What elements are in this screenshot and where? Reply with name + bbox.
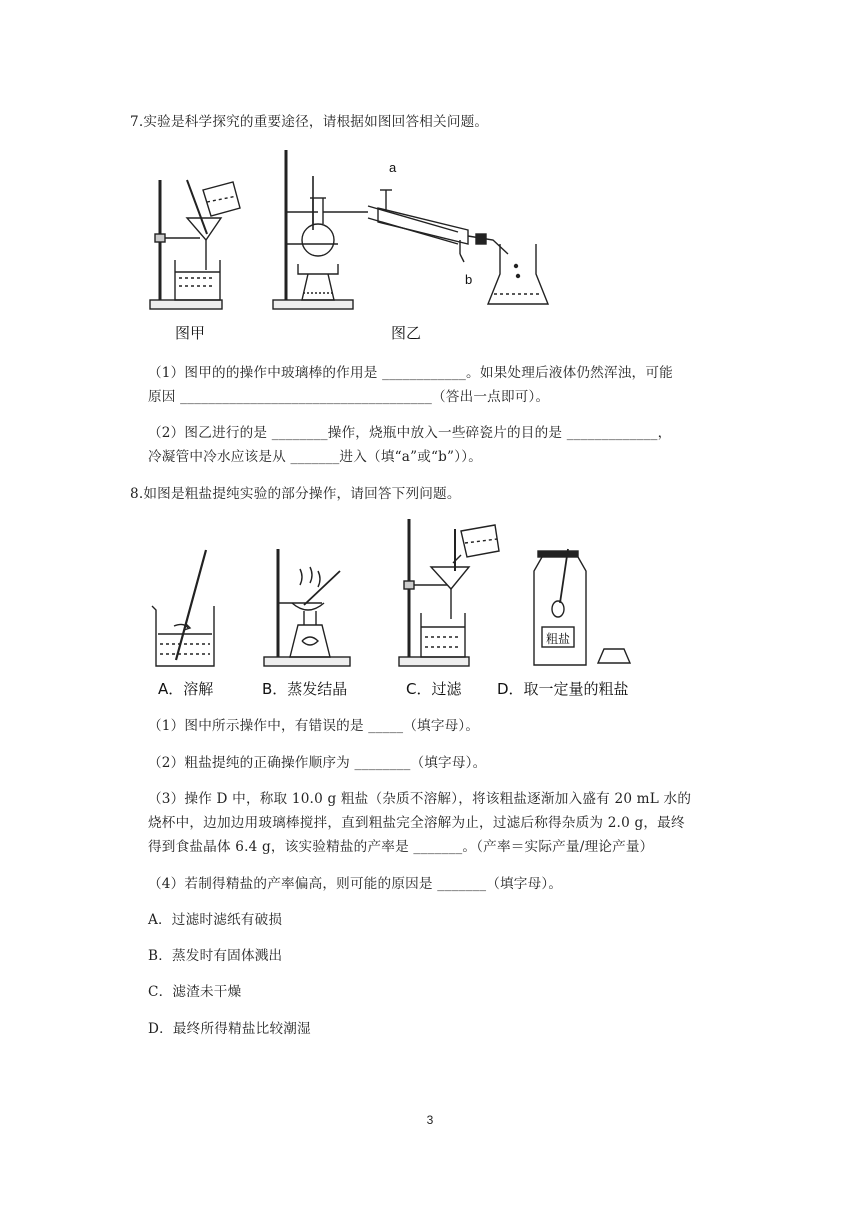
caption-a: A．溶解 xyxy=(158,680,214,698)
option-d: D．最终所得精盐比较潮湿 xyxy=(148,1021,311,1037)
q8-sub1: （1）图中所示操作中，有错误的是 _____（填字母）。 xyxy=(148,718,480,734)
caption-c: C．过滤 xyxy=(406,680,462,698)
option-a: A．过滤时滤纸有破损 xyxy=(148,912,283,928)
q7-part2-line2: 冷凝管中冷水应该是从 _______进入（填“a”或“b”））。 xyxy=(148,449,482,465)
figure-b-evaporation xyxy=(260,545,360,670)
q7-part2-line1: （2）图乙进行的是 ________操作，烧瓶中放入一些碎瓷片的目的是 _____________， xyxy=(148,425,672,441)
figure-c-filtration xyxy=(395,515,510,670)
caption-b: B．蒸发结晶 xyxy=(262,680,348,698)
figure-jia-filtration xyxy=(145,150,255,320)
page-number: 3 xyxy=(426,1113,434,1127)
figure-jia-caption: 图甲 xyxy=(175,324,206,342)
option-b: B．蒸发时有固体溅出 xyxy=(148,948,283,964)
label-b: b xyxy=(465,272,473,287)
figure-a-dissolving xyxy=(150,548,220,673)
q8-sub4: （4）若制得精盐的产率偏高，则可能的原因是 _______（填字母）。 xyxy=(148,876,563,892)
q8-sub3-line3: 得到食盐晶体 6.4 g，该实验精盐的产率是 _______。（产率＝实际产量/理论产量） xyxy=(148,839,654,855)
q8-sub3-line1: （3）操作 D 中，称取 10.0 g 粗盐（杂质不溶解），将该粗盐逐渐加入盛有 20 mL 水的 xyxy=(148,791,692,807)
q8-stem: 8.如图是粗盐提纯实验的部分操作，请回答下列问题。 xyxy=(130,486,461,502)
q7-part1-line1: （1）图甲的的操作中玻璃棒的作用是 ____________。如果处理后液体仍然浑浊，可能 xyxy=(148,365,673,381)
q8-sub2: （2）粗盐提纯的正确操作顺序为 ________（填字母）。 xyxy=(148,755,487,771)
label-a: a xyxy=(389,160,397,175)
figure-yi-caption: 图乙 xyxy=(391,324,422,342)
figure-d-take-salt xyxy=(520,545,640,670)
q8-sub3-line2: 烧杯中，边加边用玻璃棒搅拌，直到粗盐完全溶解为止，过滤后称得杂质为 2.0 g，最终 xyxy=(148,815,685,831)
caption-d: D．取一定量的粗盐 xyxy=(497,680,629,698)
bottle-label: 粗盐 xyxy=(546,632,571,646)
option-c: C．滤渣未干燥 xyxy=(148,984,242,1000)
figure-yi-distillation xyxy=(268,148,568,323)
q7-part1-line2: 原因 ____________________________________（答出一点即可）。 xyxy=(148,389,550,405)
q7-stem: 7.实验是科学探究的重要途径，请根据如图回答相关问题。 xyxy=(130,114,489,130)
